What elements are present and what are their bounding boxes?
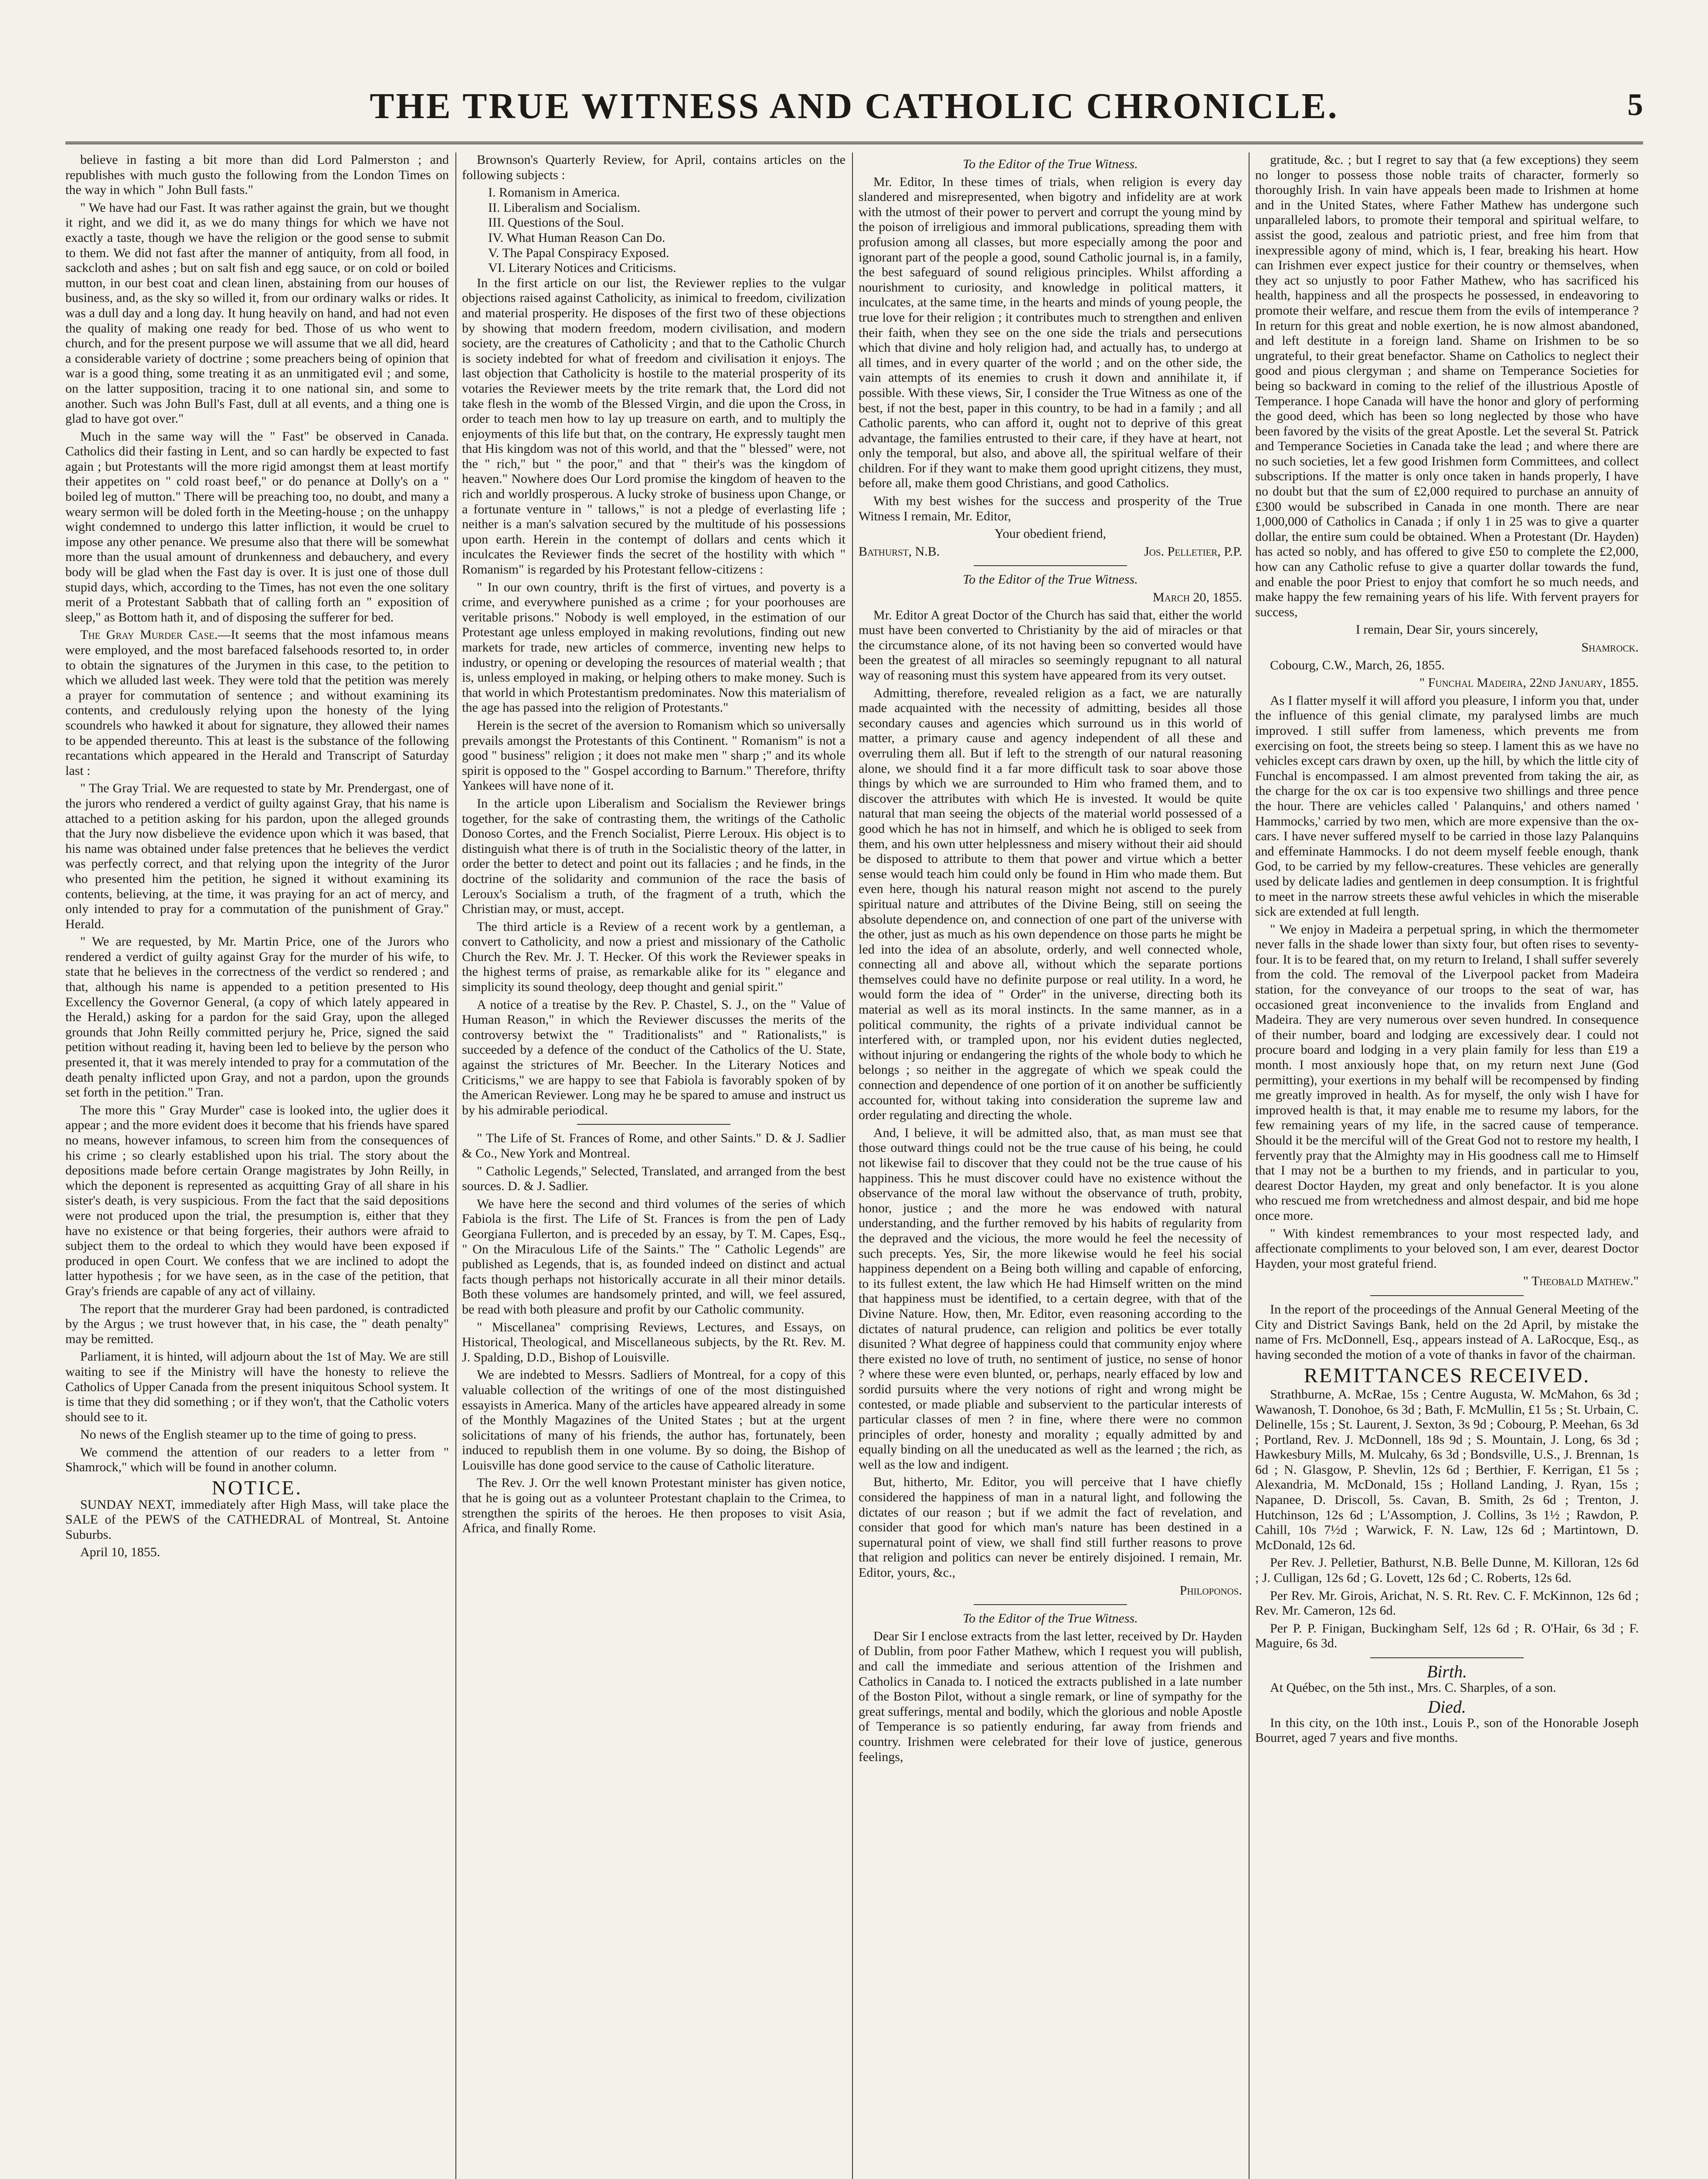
- died-heading: Died.: [1428, 1697, 1466, 1717]
- section-divider: [577, 1124, 730, 1125]
- article-paragraph: Parliament, it is hinted, will adjourn about the 1st of May. We are still waiting to see if the Ministry will have the honesty to relieve the Catholics of Upper Canada from the present iniquitous School system. It is time that they did something ; or if they won't, that the Catholic voters should see to it.: [65, 1349, 449, 1424]
- article-paragraph: A notice of a treatise by the Rev. P. Chastel, S. J., on the " Value of Human Reason," in which the Reviewer discusses the merits of the controversy betwixt the " Traditionalists" and " Rationalists," is succeeded by a defence of the conduct of the Catholics of the U. State, against the strictures of Mr. Beecher. In the Literary Notices and Criticisms," we are happy to see that Fabiola is favorably spoken of by the American Reviewer. Long may he be spared to amuse and instruct us by his admirable periodical.: [462, 997, 846, 1117]
- letter-date: Cobourg, C.W., March, 26, 1855.: [1270, 658, 1445, 672]
- notice-text: SUNDAY NEXT, immediately after High Mass, will take place the SALE of the PEWS of the CATHEDRAL of Montreal, St. Antoine Suburbs.: [65, 1497, 449, 1542]
- masthead: [65, 76, 1643, 144]
- article-paragraph: Much in the same way will the " Fast" be observed in Canada. Catholics did their fasting in Lent, and so can hardly be expected to fast again ; but Protestants will the more rigid amongst them at least mortify their appetites on " cold roast beef," or do penance at Dolly's on a " boiled leg of mutton." There will be preaching too, no doubt, and many a weary sermon will be doled forth in the Meeting-house ; on the unhappy wight condemned to undergo this latter infliction, it would be cruel to impose any other penance. We presume also that there will be somewhat more than the usual amount of drunkenness and debauchery, and every body will be glad when the Fast day is over. It is just one of those dull stupid days, which, according to the Times, has not even the one solitary merit of a Protestant Sabbath that of calling forth an " exposition of sleep," as Bottom hath it, and of disposing the sufferer for bed.: [65, 429, 449, 625]
- article-paragraph: The report that the murderer Gray had been pardoned, is contradicted by the Argus ; we trust however that, in his case, the " death penalty" may be remitted.: [65, 1301, 449, 1346]
- list-item: II. Liberalism and Socialism.: [488, 200, 641, 215]
- death-notice: In this city, on the 10th inst., Louis P., son of the Honorable Joseph Bourret, aged 7 years and five months.: [1255, 1715, 1639, 1745]
- article-paragraph: In the article upon Liberalism and Socialism the Reviewer brings together, for the sake of contrasting them, the writings of the Catholic Donoso Cortes, and the French Socialist, Pierre Leroux. His object is to distinguish what there is of truth in the Socialistic theory of the latter, in order the better to detect and point out its fallacies ; and he finds, in the doctrine of the solidarity and communion of the race the basis of Leroux's Socialism a truth, of the fragment of a truth, which the Christian may, or must, accept.: [462, 796, 846, 916]
- letter-closing: I remain, Dear Sir, yours sincerely,: [1355, 622, 1538, 637]
- letter-paragraph: Dear Sir I enclose extracts from the last letter, received by Dr. Hayden of Dublin, from poor Father Mathew, which I request you will publish, and call the immediate and serious attention of the Irishmen and Catholics in Canada to. I noticed the extracts published in a late number of the Boston Pilot, without a single remark, or line of sympathy for the great sufferings, mental and bodily, which the glorious and noble Apostle of Temperance is so patiently enduring, far away from friends and country. Irishmen were celebrated for their love of justice, generous feelings,: [859, 1629, 1242, 1764]
- letter-signature: Shamrock.: [1581, 640, 1639, 655]
- letter-paragraph: As I flatter myself it will afford you pleasure, I inform you that, under the influence of this genial climate, my paralysed limbs are much improved. I still suffer from lameness, which prevents me from exercising on foot, the streets being so steep. I lament this as we have no vehicles except cars drawn by oxen, up the hill, by which the little city of Funchal is encompassed. I am almost prevented from taking the air, as the charge for the ox car is too expensive two shillings and three pence the hour. There are vehicles called ' Palanquins,' and others named ' Hammocks,' carried by two men, which are more expensive than the ox-cars. I have never suffered myself to be carried in those lazy Palanquins and effeminate Hammocks. I do not deem myself feeble enough, thank God, to be carried by my fellow-creatures. These vehicles are generally used by delicate ladies and gentlemen in deep consumption. It is frightful to meet in the narrow streets these awful vehicles in which the miserable sick are extended at full length.: [1255, 693, 1639, 919]
- page-number: 5: [1627, 87, 1643, 122]
- column-rule: [455, 153, 456, 2179]
- article-paragraph: Herein is the secret of the aversion to Romanism which so universally prevails amongst the Protestants of this Continent. " Romanism" is not a good " business" religion ; it does not make men " sharp ;" and its whole spirit is opposed to the " Gospel according to Barnum." Therefore, thrifty Yankees will have none of it.: [462, 718, 846, 793]
- article-paragraph: believe in fasting a bit more than did Lord Palmerston ; and republishes with much gusto the following from the London Times on the way in which " John Bull fasts.": [65, 153, 449, 197]
- section-divider: [1370, 1295, 1524, 1296]
- article-text: It seems that the most infamous means were employed, and the most barefaced falsehoods resorted to, in order to obtain the signatures of the Jurymen in this case, to the petition to which we alluded last week. They were told that the petition was merely a prayer for commutation of sentence ; and without examining its contents, and credulously relying upon the honesty of the lying scoundrels who hawked it about for signature, they allowed their names to be appended thereunto. This at least is the substance of the following recantations which appeared in the Herald and Transcript of Saturday last :: [65, 628, 449, 778]
- remittances-list: Per Rev. Mr. Girois, Arichat, N. S. Rt. Rev. C. F. McKinnon, 12s 6d ; Rev. Mr. Cameron, 12s 6d.: [1255, 1588, 1639, 1618]
- list-item: I. Romanism in America.: [488, 185, 620, 200]
- section-divider: [1370, 1657, 1524, 1658]
- article-paragraph: Brownson's Quarterly Review, for April, contains articles on the following subjects :: [462, 153, 846, 182]
- remittances-list: Strathburne, A. McRae, 15s ; Centre Augusta, W. McMahon, 6s 3d ; Wawanosh, T. Donohoe, 6s 3d ; Bath, F. McMullin, £1 5s ; St. Urbain, C. Delinelle, 15s ; St. Laurent, J. Sexton, 3s 9d ; Cobourg, P. Meehan, 6s 3d ; Portland, Rev. J. McDonnell, 18s 9d ; S. Mountain, J. Long, 6s 3d ; Hawkesbury Mills, M. Mulcahy, 6s 3d ; Bondsville, U.S., J. Brennan, 1s 6d ; N. Glasgow, P. Shevlin, 12s 6d ; Berthier, F. Kerrigan, £1 5s ; Alexandria, M. McDonald, 15s ; Holland Landing, J. Ryan, 15s ; Napanee, D. Driscoll, 5s. Cavan, B. Smith, 2s 6d ; Trenton, J. Hutchinson, 12s 6d ; L'Assomption, J. Collins, 3s 1½ ; Rawdon, P. Cahill, 10s 7½d ; Warwick, F. N. Law, 12s 6d ; Martintown, D. McDonald, 12s 6d.: [1255, 1387, 1639, 1552]
- letter-dateline: " Funchal Madeira, 22nd January, 1855.: [1419, 675, 1639, 690]
- notice-heading: NOTICE.: [211, 1476, 303, 1499]
- letter-paragraph: With my best wishes for the success and prosperity of the True Witness I remain, Mr. Editor,: [859, 494, 1242, 523]
- list-item: III. Questions of the Soul.: [488, 215, 624, 230]
- quoted-paragraph: " In our own country, thrift is the first of virtues, and poverty is a crime, and everywhere punished as a crime ; for your poorhouses are veritable prisons." Nobody is well employed, in the estimation of our Protestant age unless employed in making revolutions, finding out new markets for trade, new articles of commerce, inventing new helps to industry, or opening or developing the resources of material wealth ; that is, unless employed in making, or helping others to make money. Such is that world in which Protestantism predominates. Now this materialism of the age has passed into the religion of Protestants.": [462, 580, 846, 715]
- letter-heading: To the Editor of the True Witness.: [963, 572, 1138, 587]
- letter-paragraph: " We enjoy in Madeira a perpetual spring, in which the thermometer never falls in the shade lower than sixty four, but often rises to seventy-four. It is to be feared that, on my return to Ireland, I shall suffer severely from the cold. The removal of the Liverpool packet from Madeira station, for the conveyance of our troops to the seat of war, has occasioned great inconvenience to the invalids from England and Madeira. They are very numerous over seven hundred. In consequence of their number, board and lodging are excessively dear. I could not procure board and lodging in a very plain family for less than £19 a month. I most anxiously hope that, on my return next June (God permitting), your exertions in my behalf will be recompensed by finding me greatly improved in health. As for myself, the only wish I have for improved health is that, it may enable me to resume my labors, for the few remaining years of my life, in the sacred cause of temperance. Should it be the merciful will of the Great God not to restore my health, I fervently pray that the Almighty may in His goodness call me to Himself that I may not be a burthen to my friends, and in particular to you, dearest Doctor Hayden, my great and only benefactor. It is you alone who rescued me from wretchedness and almost despair, and bid me hope once more.: [1255, 922, 1639, 1223]
- quoted-paragraph: " We are requested, by Mr. Martin Price, one of the Jurors who rendered a verdict of guilty against Gray for the murder of his wife, to state that he believes in the correctness of the verdict so rendered ; and that, although his name is appended to a petition presented to His Excellency the Governor General, (a copy of which lately appeared in the Herald,) asking for a pardon for the said Gray, upon the alleged grounds that John Reilly committed perjury he, Price, signed the said petition without reading it, having been led to believe by the person who presented it, that it was merely intended to pray for a commutation of the death penalty inflicted upon Gray, and not a pardon, upon the grounds set forth in the petition." Tran.: [65, 934, 449, 1100]
- letter-paragraph: " With kindest remembrances to your most respected lady, and affectionate compliments to your beloved son, I am ever, dearest Doctor Hayden, your most grateful friend.: [1255, 1226, 1639, 1271]
- list-item: VI. Literary Notices and Criticisms.: [488, 261, 676, 275]
- letter-signature: Philoponos.: [1179, 1583, 1242, 1598]
- letter-paragraph: Admitting, therefore, revealed religion as a fact, we are naturally made acquainted with the necessity of admitting, besides all those secondary causes and agencies which surround us in this world of matter, a primary cause and agency independent of all these and overruling them all. But if left to the strength of our natural reasoning alone, we should find it a far more difficult task to soar above those things by which we are surrounded to Him who framed them, and to discover the attributes with which He is invested. It would be quite natural that man seeing the objects of the material world possessed of a good which he has not in himself, and which he is obliged to seek from them, and his own utter helplessness and misery without their aid should be disposed to attribute to them that power and virtue which a better sense would teach him could only be found in Him who made them. But even here, though his natural reason might not ascend to the purely spiritual nature and attributes of the Divine Being, still on seeing the absolute dependence on, and connection of one part of the universe with the other, just as much as his own dependence on those parts he might be led into the idea of an absolute, orderly, and well connected whole, connecting all and above all, without which the separate portions themselves could have no definite purpose or real utility. In a word, he would form the idea of " Order" in the universe, directing both its material as well as its moral instincts. In the same manner, as in a political community, the rights of a private individual cannot be interfered with, or trampled upon, nor his evident duties neglected, without injuring or endangering the rights of the whole body to which he belongs ; so neither in the aggregate of which we speak could the connection and dependence of one portion of it on another be sufficiently accounted for, without taking into consideration the supreme law and order regulating and directing the whole.: [859, 686, 1242, 1123]
- remittances-list: Per P. P. Finigan, Buckingham Self, 12s 6d ; R. O'Hair, 6s 3d ; F. Maguire, 6s 3d.: [1255, 1621, 1639, 1651]
- letter-date: March 20, 1855.: [1152, 590, 1242, 605]
- quoted-paragraph: " We have had our Fast. It was rather against the grain, but we thought it right, and we did it, as we do many things for which we have not exactly a taste, though we have the religion or the good sense to submit to them. We did not fast after the manner of antiquity, from all food, in sackcloth and ashes ; but on salt fish and egg sauce, or on cold or boiled mutton, in our best coat and clean linen, abstaining from our houses of business, and, as the sky so willed it, from our ordinary walks or rides. It was a dull day and a long day. It hung heavily on hand, and had not even the quality of making one ready for bed. Those of us who went to church, and for the present purpose we will assume that we all did, heard a considerable variety of doctrine ; some preachers being of opinion that war is a good thing, some treating it as an unmitigated evil ; and some, on the latter supposition, tracing it to one national sin, and some to another. Such was John Bull's Fast, dull at all events, and a thing one is glad to have got over.": [65, 200, 449, 426]
- article-paragraph: In the report of the proceedings of the Annual General Meeting of the City and District Savings Bank, held on the 2d April, by mistake the name of Frs. McDonnell, Esq., appears instead of A. LaRocque, Esq., as having seconded the motion of a vote of thanks in favor of the chairman.: [1255, 1302, 1639, 1362]
- birth-heading: Birth.: [1426, 1662, 1467, 1681]
- letter-heading: To the Editor of the True Witness.: [963, 1611, 1138, 1626]
- signature-place: Bathurst, N.B.: [859, 544, 940, 559]
- article-paragraph: The Rev. J. Orr the well known Protestant minister has given notice, that he is going out as a volunteer Protestant chaplain to the Crimea, to strengthen the spirits of the heroes. He then proposes to visit Asia, Africa, and finally Rome.: [462, 1476, 846, 1536]
- letter-heading: To the Editor of the True Witness.: [963, 157, 1138, 171]
- notice-date: April 10, 1855.: [80, 1545, 160, 1560]
- article-paragraph: We are indebted to Messrs. Sadliers of Montreal, for a copy of this valuable collection of the writings of one of the most distinguished essayists in America. Many of the articles have appeared already in some of the Monthly Magazines of the United States ; but at the urgent solicitations of many of his friends, the author has, fortunately, been induced to republish them in one volume. By so doing, the Bishop of Louisville has done good service to the cause of Catholic literature.: [462, 1368, 846, 1473]
- book-notice: " Miscellanea" comprising Reviews, Lectures, and Essays, on Historical, Theological, and Miscellaneous subjects, by the Rt. Rev. M. J. Spalding, D.D., Bishop of Louisville.: [462, 1320, 846, 1364]
- article-paragraph: No news of the English steamer up to the time of going to press.: [80, 1427, 417, 1442]
- letter-paragraph: And, I believe, it will be admitted also, that, as man must see that those outward things could not be the true cause of his being, he could not likewise fail to discover that they could not be the true cause of his happiness. This he must discover could have no existence without the observance of the moral law without the observance of truth, probity, honor, justice ; and the more he was endowed with natural understanding, and the further removed by his habits of regularity from the depraved and the vicious, the more would he feel the necessity of such precepts. Yes, Sir, the more likewise would he feel his social happiness dependent on a Being both willing and capable of enforcing, to its fullest extent, the law which He had Himself written on the mind that happiness must be identified, to a certain degree, with that of the Divine Nature. How, then, Mr. Editor, even reasoning according to the dictates of natural prudence, can religion and politics be ever totally disunited ? What degree of happiness could that community enjoy where there existed no love of truth, no sentiment of justice, no sense of honor ? where these were even blunted, or, perhaps, nearly effaced by low and sordid pursuits where the very notions of right and wrong might be contested, or made pliable and subservient to the particular interests of particular classes of men ? in fine, where there were no common principles of order, honesty and morality ; equally admitted by and equally binding on all the uneducated as well as the learned ; the rich, as well as the low and indigent.: [859, 1125, 1242, 1472]
- article-paragraph: We commend the attention of our readers to a letter from " Shamrock," which will be found in another column.: [65, 1445, 449, 1475]
- letter-paragraph: gratitude, &c. ; but I regret to say that (a few exceptions) they seem no longer to possess those noble traits of character, formerly so thoroughly Irish. In vain have appeals been made to Irishmen at home and in the United States, where Father Mathew has undergone such unparalleled labors, to promote their temporal and spiritual welfare, to assist the good, zealous and patriotic priest, and free him from that inexpressible agony of mind, which is, I fear, breaking his heart. How can Irishmen ever expect justice for their country or themselves, when they act so unjustly to poor Father Mathew, who has sacrificed his health, happiness and all the prospects he possessed, in endeavoring to promote their welfare, and rescue them from the evils of intemperance ? In return for this great and noble exertion, he is now almost abandoned, and left destitute in a foreign land. Shame on Irishmen to be so ungrateful, to their great benefactor. Shame on Catholics to neglect their good and pious clergyman ; and shame on Temperance Societies for being so backward in coming to the relief of the illustrious Apostle of Temperance. I hope Canada will have the honor and glory of performing the good deed, which has been so long neglected by those who have been favored by the visits of the great Apostle. Let the several St. Patrick and Temperance Societies in Canada take the lead ; and where there are no such societies, let a few good Irishmen form Committees, and collect subscriptions. If the matter is only once taken in hands properly, I have no doubt but that the sum of £2,000 required to purchase an annuity of £300 would be subscribed in Canada in one month. There are near 1,000,000 of Catholics in Canada ; if only 1 in 25 was to give a quarter dollar, the entire sum could be obtained. When a Protestant (Dr. Hayden) has acted so nobly, and has offered to give £50 to complete the £2,000, how can any Catholic refuse to give a quarter dollar towards the fund, and enable the poor Priest to enjoy that comfort he so much needs, and make happy the few remaining years of his life. With fervent prayers for success,: [1255, 153, 1639, 619]
- column-rule: [1249, 153, 1250, 2179]
- letter-signature: [859, 544, 1242, 560]
- birth-notice: At Québec, on the 5th inst., Mrs. C. Sharples, of a son.: [1270, 1680, 1556, 1695]
- signature-name: Jos. Pelletier, P.P.: [1144, 544, 1242, 559]
- column-1: [65, 153, 449, 2179]
- article-lead: The Gray Murder Case.: [80, 628, 218, 642]
- quoted-paragraph: " The Gray Trial. We are requested to state by Mr. Prendergast, one of the jurors who rendered a verdict of guilty against Gray, that his name is attached to a petition asking for his pardon, upon the alleged grounds that the Jury now disbelieve the evidence upon which it was based, that his name was obtained under false pretences that he believes the verdict was perfectly correct, and that relying upon the integrity of the Juror who presented him the petition, he signed it without examining its contents, believing, at the time, it was praying for an act of mercy, and only intended to pray for a commutation of the punishment of Gray." Herald.: [65, 781, 449, 931]
- letter-closing: Your obedient friend,: [994, 526, 1107, 541]
- section-divider: [974, 565, 1127, 566]
- column-3: [859, 153, 1242, 2179]
- article-paragraph: In the first article on our list, the Reviewer replies to the vulgar objections raised against Catholicity, as inimical to freedom, civilization and material prosperity. He disposes of the first two of these objections by showing that modern freedom, modern civilisation, and modern society, are the creatures of Catholicity ; and that to the Catholic Church is society indebted for what of freedom and civilisation it enjoys. The last objection that Catholicity is hostile to the material prosperity of its votaries the Reviewer meets by the trite remark that, the Lord did not take flesh in the womb of the Blessed Virgin, and die upon the Cross, in order to teach men how to lay up treasure on earth, and to multiply the enjoyments of this life but that, on the contrary, He expressly taught men that His kingdom was not of this world, and that the " blessed" were, not the " rich," but " the poor," and that " their's was the kingdom of heaven." Nowhere does Our Lord promise the kingdom of heaven to the rich and worldly prosperous. A lucky stroke of business upon Change, or a fortunate venture in " tallows," is not a pledge of everlasting life ; neither is a man's salvation secured by the multitude of his possessions upon earth. Herein in the contempt of dollars and cents which it inculcates the Reviewer finds the secret of the hostility with which " Romanism" is regarded by his Protestant fellow-citizens :: [462, 275, 846, 577]
- article-paragraph: The third article is a Review of a recent work by a gentleman, a convert to Catholicity, and now a priest and missionary of the Catholic Church the Rev. Mr. J. T. Hecker. Of this work the Reviewer speaks in the highest terms of praise, as remarkable alike for its " elegance and simplicity its sound theology, deep thought and genial spirit.": [462, 919, 846, 994]
- column-4: [1255, 153, 1639, 2179]
- list-item: V. The Papal Conspiracy Exposed.: [488, 245, 669, 260]
- letter-paragraph: Mr. Editor, In these times of trials, when religion is every day slandered and misrepresented, when bigotry and infidelity are at work with the utmost of their power to pervert and corrupt the young mind by the poison of irreligious and immoral publications, spreading them with profusion among all classes, but more especially among the poor and ignorant part of the people a good, sound Catholic journal is, in a family, the best safeguard of sound religious principles. Whilst affording a nourishment to curiosity, and knowledge in political matters, it inculcates, at the same time, in the hearts and minds of young people, the true love for their religion ; it contributes much to strengthen and enliven their faith, when they see on the one side the trials and persecutions which that divine and holy religion had, and actually has, to undergo at all times, and in every quarter of the world ; and on the other side, the vain attempts of its enemies to crush it down and annihilate it, if possible. With these views, Sir, I consider the True Witness as one of the best, if not the best, paper in this country, to be had in a family ; and all Catholic parents, who can afford it, ought not to deprive of this great advantage, the families entrusted to their care, if they have at heart, not only the temporal, but also, and above all, the spiritual welfare of their children. For if they want to make them good upright citizens, they must, before all, make them good Christians, and good Catholics.: [859, 174, 1242, 491]
- remittances-list: Per Rev. J. Pelletier, Bathurst, N.B. Belle Dunne, M. Killoran, 12s 6d ; J. Culligan, 12s 6d ; G. Lovett, 12s 6d ; C. Roberts, 12s 6d.: [1255, 1555, 1639, 1585]
- book-notice: " The Life of St. Frances of Rome, and other Saints." D. & J. Sadlier & Co., New York and Montreal.: [462, 1131, 846, 1161]
- article-paragraph: The more this " Gray Murder" case is looked into, the uglier does it appear ; and the more evident does it become that his friends have spared no means, however infamous, to screen him from the consequences of his crime ; so clearly established upon his trial. The story about the depositions made before certain Orange magistrates by John Reilly, in which the deponent is represented as acquitting Gray of all share in his sister's death, is very suspicious. From the fact that the said depositions were not produced upon the trial, the presumption is, either that they have no existence or that being forgeries, their authors were afraid to subject them to the ordeal to which they would have been exposed if produced in open Court. We confess that we are inclined to adopt the latter hypothesis ; for we have seen, as in the case of the petition, that Gray's friends are capable of any act of villainy.: [65, 1103, 449, 1298]
- letter-signature: " Theobald Mathew.": [1523, 1274, 1639, 1289]
- letter-paragraph: But, hitherto, Mr. Editor, you will perceive that I have chiefly considered the happiness of man in a natural light, and following the dictates of our reason ; but if we admit the fact of revelation, and consider that good for which man's nature has been destined in a supernatural point of view, we shall find still further reasons to prove that religion and politics can never be entirely disjoined. I remain, Mr. Editor, yours, &c.,: [859, 1475, 1242, 1580]
- remittances-heading: REMITTANCES RECEIVED.: [1304, 1364, 1590, 1388]
- section-divider: [974, 1604, 1127, 1605]
- column-rule: [852, 153, 853, 2179]
- column-2: [462, 153, 846, 2179]
- article-paragraph: The Gray Murder Case.—It seems that the most infamous means were employed, and the most barefaced falsehoods resorted to, in order to obtain the signatures of the Jurymen in this case, to the petition to which we alluded last week. They were told that the petition was merely a prayer for commutation of sentence ; and without examining its contents, and credulously relying upon the honesty of the lying scoundrels who hawked it about for signature, they allowed their names to be appended thereunto. This at least is the substance of the following recantations which appeared in the Herald and Transcript of Saturday last :: [65, 628, 449, 778]
- letter-paragraph: Mr. Editor A great Doctor of the Church has said that, either the world must have been converted to Christianity by the aid of miracles or that the circumstance alone, of its not having been so converted would have been the greatest of all miracles so seemingly repugnant to all natural way of reasoning must this system have appeared from its very outset.: [859, 608, 1242, 682]
- book-notice: " Catholic Legends," Selected, Translated, and arranged from the best sources. D. & J. Sadlier.: [462, 1164, 846, 1194]
- newspaper-title: THE TRUE WITNESS AND CATHOLIC CHRONICLE.: [370, 86, 1339, 126]
- article-paragraph: We have here the second and third volumes of the series of which Fabiola is the first. The Life of St. Frances is from the pen of Lady Georgiana Fullerton, and is preceded by an essay, by T. M. Capes, Esq., " On the Miraculous Life of the Saints." The " Catholic Legends" are published as Legends, that is, as founded indeed on distinct and actual facts though perhaps not historically accurate in all their minor details. Both these volumes are handsomely printed, and will, we feel assured, be read with both pleasure and profit by our Catholic community.: [462, 1196, 846, 1317]
- list-item: IV. What Human Reason Can Do.: [488, 230, 666, 245]
